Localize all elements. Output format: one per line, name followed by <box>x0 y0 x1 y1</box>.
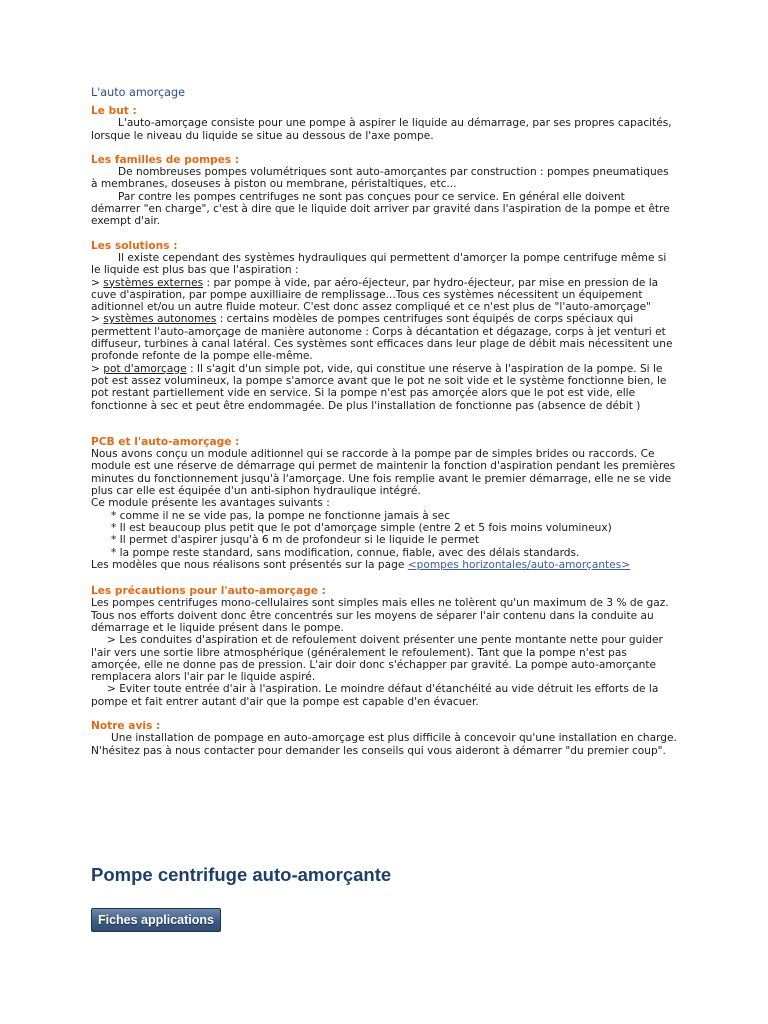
section-heading-familles: Les familles de pompes : <box>91 153 240 166</box>
solution-item-pot: > pot d'amorçage : Il s'agit d'un simple pot, vide, qui constitue une réserve à l'aspiration de la pompe. Si le pot est assez volumineux, la pompe s'amorce avant que le pot ne soit vide et le système fonctionne bien, le pot restant partiellement vide en service. Si la pompe n'est pas amorçée alors que le pot est vide, elle fonctionne à sec et peut être endommagée. De plus l'installation de fonctionne pas (absence de débit ) <box>91 362 667 412</box>
pcb-bullet-2: * Il est beaucoup plus petit que le pot d'amorçage simple (entre 2 et 5 fois moins volumineux) <box>111 521 612 534</box>
pcb-bullet-3: * Il permet d'aspirer jusqu'à 6 m de profondeur si le liquide le permet <box>111 534 480 547</box>
avis-text: Une installation de pompage en auto-amorçage est plus difficile à concevoir qu'une installation en charge. N'hésitez pas à nous contacter pour demander les conseils qui vous aideront à démarrer "du premier coup". <box>91 732 677 757</box>
main-title: Pompe centrifuge auto-amorçante <box>91 864 392 885</box>
article <box>91 86 677 757</box>
precautions-paragraph-3: > Les conduites d'aspiration et de refoulement doivent présenter une pente montante nette pour guider l'air vers une sortie libre atmosphérique (généralement le refoulement). Tant que la pompe n'est pas amorçée, elle ne donne pas de pression. L'air doir donc s'échapper par gravité. La pompe auto-amorçante remplacera alors l'air par le liquide aspiré. <box>91 634 663 684</box>
but-text: L'auto-amorçage consiste pour une pompe à aspirer le liquide au démarrage, par ses propres capacités, lorsque le niveau du liquide se situe au dessous de l'axe pompe. <box>91 117 672 142</box>
section-heading-pcb: PCB et l'auto-amorçage : <box>91 435 240 448</box>
section-heading-precautions: Les précautions pour l'auto-amorçage : <box>91 585 326 598</box>
fiches-applications-button[interactable]: Fiches applications <box>91 908 221 932</box>
precautions-paragraph-1: Les pompes centrifuges mono-cellulaires sont simples mais elles ne tolèrent qu'un maximum de 3 % de gaz. <box>91 597 669 610</box>
pcb-bullet-4: * la pompe reste standard, sans modification, connue, fiable, avec des délais standards. <box>111 546 580 559</box>
section-heading-but: Le but : <box>91 105 137 117</box>
familles-paragraph-2: Par contre les pompes centrifuges ne sont pas conçues pour ce service. En général elle doivent démarrer "en charge", c'est à dire que le liquide doit arriver par gravité dans l'aspiration de la pompe et être exempt d'air. <box>91 190 670 228</box>
precautions-paragraph-4: > Eviter toute entrée d'air à l'aspiration. Le moindre défaut d'étanchéité au vide détruit les efforts de la pompe et fait entrer autant d'air que la pompe est capable d'en évacuer. <box>91 683 659 708</box>
solution-item-externes: > systèmes externes : par pompe à vide, par aéro-éjecteur, par hydro-éjecteur, par mise en pression de la cuve d'aspiration, par pompe auxilliaire de remplissage...Tous ces systèmes nécessitent un équipement aditionnel et/ou un autre fluide moteur. C'est donc assez compliqué et ce n'est plus de "l'auto-amorçage" <box>91 276 659 314</box>
section-heading-solutions: Les solutions : <box>91 239 178 252</box>
solution-item-autonomes: > systèmes autonomes : certains modèles de pompes centrifuges sont équipés de corps spéciaux qui permettent l'auto-amorçage de manière autonome : Corps à décantation et dégazage, corps à jet venturi et diffuseur, turbines à canal latéral. Ces systèmes sont efficaces dans leur plage de débit mais nécessitent une profonde refonte de la pompe elle-même. <box>91 313 673 363</box>
section-heading-avis: Notre avis : <box>91 720 161 733</box>
pcb-models: Les modèles que nous réalisons sont présentés sur la page <pompes horizontales/auto-amorçantes> <box>91 558 631 571</box>
pcb-bullet-1: * comme il ne se vide pas, la pompe ne fonctionne jamais à sec <box>111 509 451 522</box>
doc-title: L'auto amorçage <box>91 86 185 99</box>
pompes-horizontales-link[interactable]: <pompes horizontales/auto-amorçantes> <box>407 558 631 571</box>
precautions-paragraph-2: Tous nos efforts doivent donc être concentrés sur les moyens de séparer l'air contenu dans la conduite au démarrage et le liquide présent dans le pompe. <box>91 609 654 634</box>
pcb-paragraph-1: Nous avons conçu un module aditionnel qui se raccorde à la pompe par de simples brides ou raccords. Ce module est une réserve de démarrage qui permet de maintenir la fonction d'aspiration pendant les premières minutes du fonctionnement jusqu'à l'amorçage. Une fois remplie avant le premier démarrage, elle ne se vide plus car elle est équipée d'un anti-siphon hydraulique intégré. <box>91 448 676 498</box>
pcb-paragraph-2: Ce module présente les avantages suivants : <box>91 497 330 510</box>
familles-paragraph-1: De nombreuses pompes volumétriques sont auto-amorçantes par construction : pompes pneumatiques à membranes, doseuses à piston ou membrane, péristaltiques, etc... <box>91 166 669 191</box>
solutions-intro: Il existe cependant des systèmes hydrauliques qui permettent d'amorçer la pompe centrifuge même si le liquide est plus bas que l'aspiration : <box>91 251 667 277</box>
